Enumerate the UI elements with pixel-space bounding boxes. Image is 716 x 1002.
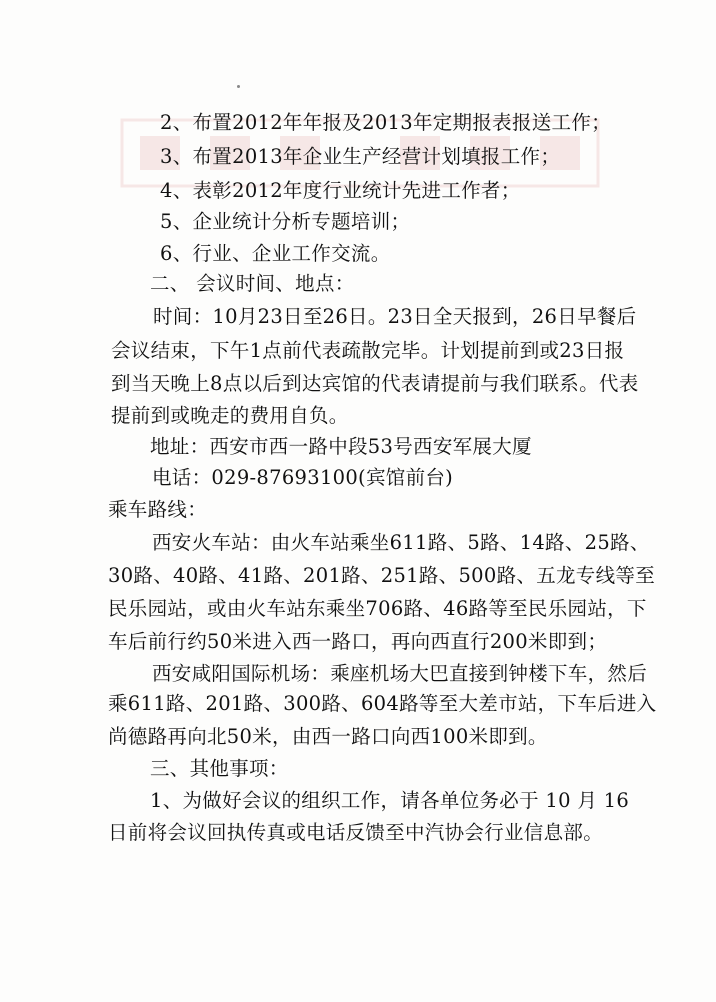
time-paragraph-line-2: 会议结束，下午1点前代表疏散完毕。计划提前到或23日报 bbox=[111, 339, 625, 362]
train-route-line-2: 30路、40路、41路、201路、251路、500路、五龙专线等至 bbox=[108, 564, 655, 587]
agenda-item-6: 6、行业、企业工作交流。 bbox=[160, 242, 391, 265]
section-heading-time-place: 二、 会议时间、地点： bbox=[150, 272, 355, 295]
train-route-line-4: 车后前行约50米进入西一路口，再向西直行200米即到； bbox=[108, 630, 608, 653]
section-heading-other: 三、其他事项： bbox=[150, 757, 289, 780]
airport-route-line-2: 乘611路、201路、300路、604路等至大差市站，下车后进入 bbox=[108, 692, 657, 715]
agenda-item-2: 2、布置2012年年报及2013年定期报表报送工作； bbox=[160, 111, 611, 134]
airport-route-line-1: 西安咸阳国际机场：乘座机场大巴直接到钟楼下车，然后 bbox=[152, 662, 648, 685]
airport-route-line-3: 尚德路再向北50米，由西一路口向西100米即到。 bbox=[108, 725, 548, 748]
train-route-line-1: 西安火车站：由火车站乘坐611路、5路、14路、25路、 bbox=[152, 531, 650, 554]
agenda-item-5: 5、企业统计分析专题培训； bbox=[160, 210, 411, 233]
phone-line: 电话：029-87693100(宾馆前台) bbox=[152, 466, 454, 489]
scan-speck bbox=[237, 85, 240, 88]
time-paragraph-line-3: 到当天晚上8点以后到达宾馆的代表请提前与我们联系。代表 bbox=[111, 372, 639, 395]
other-item-1-line-2: 日前将会议回执传真或电话反馈至中汽协会行业信息部。 bbox=[108, 821, 604, 844]
other-item-1-line-1: 1、为做好会议的组织工作，请各单位务必于 10 月 16 bbox=[150, 789, 630, 812]
train-route-line-3: 民乐园站，或由火车站东乘坐706路、46路等至民乐园站，下 bbox=[108, 597, 647, 620]
time-paragraph-line-1: 时间：10月23日至26日。23日全天报到，26日早餐后 bbox=[153, 305, 637, 328]
route-heading: 乘车路线： bbox=[108, 498, 208, 521]
address-line: 地址：西安市西一路中段53号西安军展大厦 bbox=[150, 435, 532, 458]
agenda-item-3: 3、布置2013年企业生产经营计划填报工作； bbox=[160, 145, 561, 168]
time-paragraph-line-4: 提前到或晚走的费用自负。 bbox=[111, 404, 349, 427]
agenda-item-4: 4、表彰2012年度行业统计先进工作者； bbox=[160, 179, 521, 202]
